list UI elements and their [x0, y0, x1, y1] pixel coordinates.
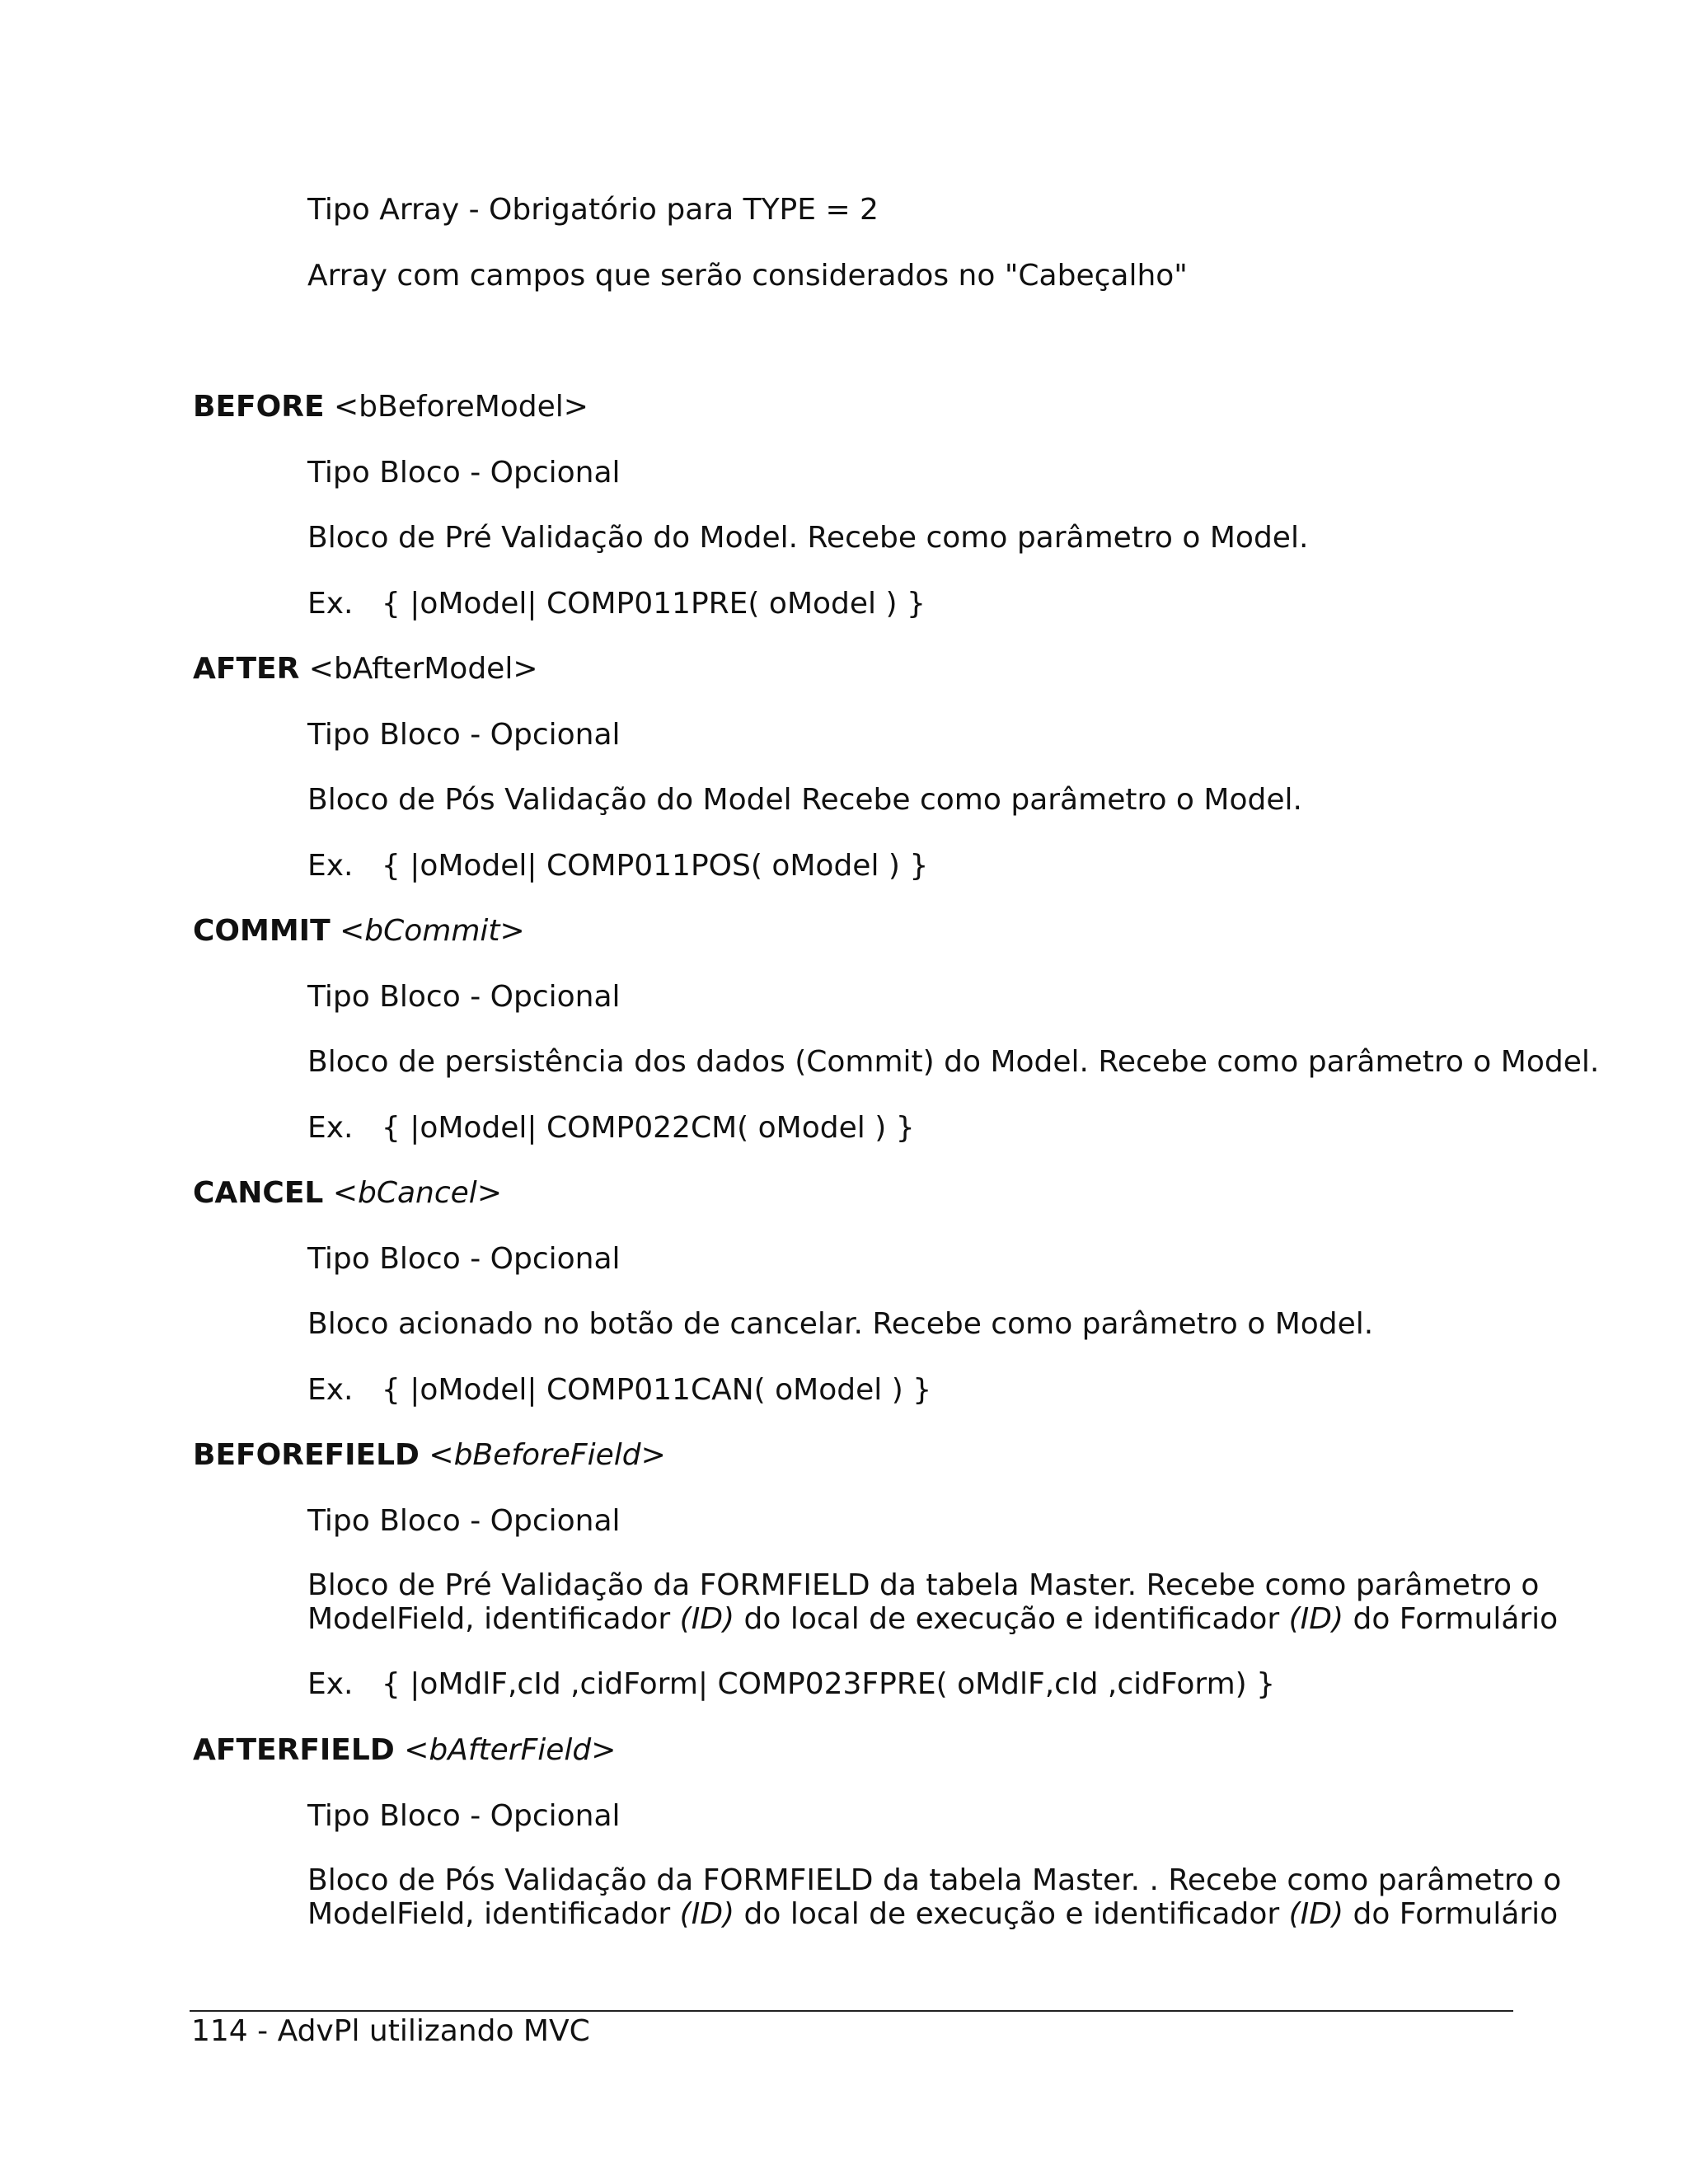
before-type-line: Tipo Bloco - Opcional [307, 456, 621, 490]
beforefield-param-open: < [429, 1438, 454, 1472]
afterfield-desc-id-2: (ID) [1288, 1897, 1344, 1931]
page-footer: 114 - AdvPl utilizando MVC [191, 2014, 590, 2048]
afterfield-desc-2c: do Formulário [1343, 1897, 1559, 1931]
cancel-desc-line: Bloco acionado no botão de cancelar. Recebe como parâmetro o Model. [307, 1307, 1374, 1341]
intro-desc-line: Array com campos que serão considerados no "Cabeçalho" [307, 259, 1188, 293]
beforefield-desc-id-2: (ID) [1288, 1602, 1344, 1636]
commit-keyword: COMMIT [193, 914, 331, 948]
beforefield-desc-2b: do local de execução e identificador [734, 1602, 1289, 1636]
before-param: <bBeforeModel> [334, 390, 588, 424]
afterfield-desc-line-1: Bloco de Pós Validação da FORMFIELD da tabela Master. . Recebe como parâmetro o [307, 1863, 1562, 1897]
beforefield-type-line: Tipo Bloco - Opcional [307, 1504, 621, 1538]
after-ex-label: Ex. [307, 849, 354, 883]
beforefield-desc-line-2 [307, 1602, 1558, 1637]
beforefield-desc-2a: ModelField, identificador [307, 1602, 680, 1636]
after-keyword: AFTER [193, 652, 300, 686]
cancel-keyword: CANCEL [193, 1176, 324, 1210]
afterfield-desc-id-1: (ID) [679, 1897, 735, 1931]
beforefield-ex-label: Ex. [307, 1667, 354, 1701]
after-heading [193, 652, 538, 687]
after-ex-code: { |oModel| COMP011POS( oModel ) } [381, 849, 929, 883]
before-desc-line: Bloco de Pré Validação do Model. Recebe como parâmetro o Model. [307, 521, 1309, 555]
commit-param-name: bCommit [364, 914, 500, 948]
afterfield-desc-line-2 [307, 1897, 1558, 1932]
before-keyword: BEFORE [193, 390, 325, 424]
cancel-ex-label: Ex. [307, 1373, 354, 1407]
cancel-ex-code: { |oModel| COMP011CAN( oModel ) } [381, 1373, 932, 1407]
beforefield-desc-id-1: (ID) [679, 1602, 735, 1636]
commit-param-close: > [499, 914, 525, 948]
afterfield-type-line: Tipo Bloco - Opcional [307, 1799, 621, 1833]
afterfield-heading [193, 1733, 616, 1768]
commit-param-open: < [340, 914, 365, 948]
cancel-type-line: Tipo Bloco - Opcional [307, 1242, 621, 1276]
afterfield-keyword: AFTERFIELD [193, 1733, 395, 1767]
commit-ex-label: Ex. [307, 1111, 354, 1145]
cancel-param-close: > [476, 1176, 502, 1210]
afterfield-param-close: > [591, 1733, 617, 1767]
afterfield-param-name: bAfterField [429, 1733, 592, 1767]
beforefield-param-close: > [640, 1438, 666, 1472]
beforefield-param-name: bBeforeField [453, 1438, 641, 1472]
commit-desc-line: Bloco de persistência dos dados (Commit) do Model. Recebe como parâmetro o Model. [307, 1045, 1600, 1079]
after-type-line: Tipo Bloco - Opcional [307, 718, 621, 752]
beforefield-ex-code: { |oMdlF,cId ,cidForm| COMP023FPRE( oMdlF,cId ,cidForm) } [381, 1667, 1276, 1701]
commit-type-line: Tipo Bloco - Opcional [307, 980, 621, 1014]
afterfield-desc-2b: do local de execução e identificador [734, 1897, 1289, 1931]
beforefield-example [307, 1667, 1275, 1702]
after-desc-line: Bloco de Pós Validação do Model Recebe como parâmetro o Model. [307, 783, 1302, 817]
cancel-heading [193, 1176, 502, 1211]
afterfield-desc-2a: ModelField, identificador [307, 1897, 680, 1931]
intro-type-line: Tipo Array - Obrigatório para TYPE = 2 [307, 193, 879, 227]
cancel-param-open: < [332, 1176, 358, 1210]
beforefield-heading [193, 1438, 666, 1473]
beforefield-keyword: BEFOREFIELD [193, 1438, 420, 1472]
footer-rule [190, 2010, 1513, 2012]
before-ex-label: Ex. [307, 587, 354, 621]
commit-ex-code: { |oModel| COMP022CM( oModel ) } [381, 1111, 915, 1145]
after-param: <bAfterModel> [308, 652, 538, 686]
commit-heading [193, 914, 525, 949]
cancel-example [307, 1373, 931, 1408]
before-example [307, 587, 926, 621]
commit-example [307, 1111, 915, 1146]
beforefield-desc-2c: do Formulário [1343, 1602, 1559, 1636]
before-heading [193, 390, 588, 424]
beforefield-desc-line-1: Bloco de Pré Validação da FORMFIELD da tabela Master. Recebe como parâmetro o [307, 1568, 1540, 1602]
afterfield-param-open: < [404, 1733, 429, 1767]
before-ex-code: { |oModel| COMP011PRE( oModel ) } [381, 587, 926, 621]
cancel-param-name: bCancel [358, 1176, 477, 1210]
after-example [307, 849, 928, 883]
